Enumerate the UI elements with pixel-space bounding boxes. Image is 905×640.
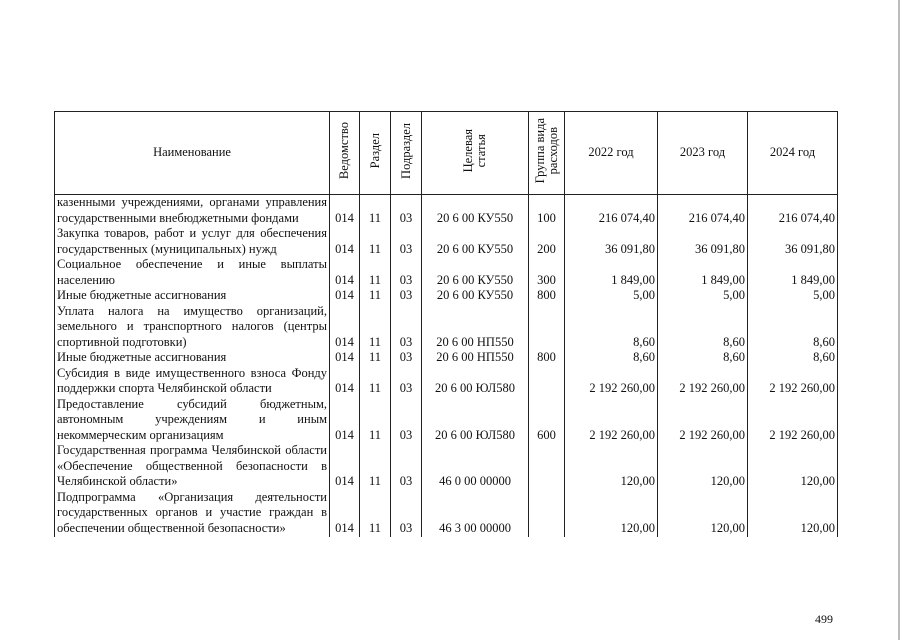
cell-2024: 216 074,40 (748, 195, 838, 227)
cell-2024: 8,60 (748, 350, 838, 366)
page-edge (898, 0, 900, 640)
cell-name: Закупка товаров, работ и услуг для обеспечения государственных (муниципальных) нужд (55, 226, 330, 257)
cell-expense-group: 600 (529, 397, 565, 444)
cell-target-article: 46 0 00 00000 (422, 443, 529, 490)
cell-section: 11 (360, 257, 391, 288)
cell-target-article: 20 6 00 КУ550 (422, 226, 529, 257)
cell-name: Субсидия в виде имущественного взноса Фонду поддержки спорта Челябинской области (55, 366, 330, 397)
cell-subsection: 03 (391, 350, 422, 366)
cell-section: 11 (360, 366, 391, 397)
cell-name: казенными учреждениями, органами управления государственными внебюджетными фондами (55, 195, 330, 227)
cell-2023: 8,60 (658, 304, 748, 351)
header-department: Ведомство (330, 112, 360, 195)
table-row (55, 490, 838, 538)
cell-name: Уплата налога на имущество организаций, земельного и транспортного налогов (центры спортивной подготовки) (55, 304, 330, 351)
cell-2023: 36 091,80 (658, 226, 748, 257)
cell-subsection: 03 (391, 443, 422, 490)
cell-name: Подпрограмма «Организация деятельности государственных органов и участие граждан в обеспечении общественной безопасности» (55, 490, 330, 538)
table-row (55, 443, 838, 490)
cell-2022: 8,60 (565, 304, 658, 351)
cell-department: 014 (330, 257, 360, 288)
cell-name: Социальное обеспечение и иные выплаты населению (55, 257, 330, 288)
cell-department: 014 (330, 288, 360, 304)
cell-department: 014 (330, 443, 360, 490)
header-expense-group: Группа вида расходов (529, 112, 565, 195)
table-row (55, 366, 838, 397)
table-body (55, 195, 838, 538)
cell-2024: 2 192 260,00 (748, 366, 838, 397)
cell-2024: 36 091,80 (748, 226, 838, 257)
cell-department: 014 (330, 350, 360, 366)
cell-section: 11 (360, 195, 391, 227)
cell-2024: 1 849,00 (748, 257, 838, 288)
cell-section: 11 (360, 397, 391, 444)
cell-target-article: 20 6 00 КУ550 (422, 288, 529, 304)
cell-department: 014 (330, 397, 360, 444)
cell-subsection: 03 (391, 366, 422, 397)
cell-2023: 1 849,00 (658, 257, 748, 288)
table-row (55, 288, 838, 304)
cell-target-article: 20 6 00 ЮЛ580 (422, 397, 529, 444)
cell-2023: 5,00 (658, 288, 748, 304)
cell-department: 014 (330, 195, 360, 227)
cell-expense-group: 300 (529, 257, 565, 288)
cell-subsection: 03 (391, 257, 422, 288)
header-subsection: Подраздел (391, 112, 422, 195)
table-row (55, 226, 838, 257)
cell-target-article: 20 6 00 ЮЛ580 (422, 366, 529, 397)
cell-target-article: 20 6 00 КУ550 (422, 257, 529, 288)
cell-2023: 2 192 260,00 (658, 366, 748, 397)
cell-department: 014 (330, 304, 360, 351)
cell-name: Иные бюджетные ассигнования (55, 288, 330, 304)
table-row (55, 304, 838, 351)
header-row (55, 112, 838, 195)
cell-section: 11 (360, 350, 391, 366)
page-number: 499 (815, 612, 833, 626)
cell-name: Государственная программа Челябинской области «Обеспечение общественной безопасности в Челябинской области» (55, 443, 330, 490)
cell-2022: 5,00 (565, 288, 658, 304)
cell-department: 014 (330, 366, 360, 397)
cell-2022: 36 091,80 (565, 226, 658, 257)
cell-section: 11 (360, 288, 391, 304)
cell-expense-group: 800 (529, 350, 565, 366)
header-section: Раздел (360, 112, 391, 195)
header-target-article: Целевая статья (422, 112, 529, 195)
cell-department: 014 (330, 226, 360, 257)
cell-2023: 2 192 260,00 (658, 397, 748, 444)
cell-2022: 2 192 260,00 (565, 366, 658, 397)
cell-subsection: 03 (391, 288, 422, 304)
cell-subsection: 03 (391, 195, 422, 227)
header-year-2022: 2022 год (565, 112, 658, 195)
cell-2024: 5,00 (748, 288, 838, 304)
cell-2022: 216 074,40 (565, 195, 658, 227)
table-row (55, 257, 838, 288)
cell-2024: 120,00 (748, 443, 838, 490)
cell-2022: 8,60 (565, 350, 658, 366)
table-row (55, 397, 838, 444)
budget-table (54, 111, 838, 537)
table-row (55, 350, 838, 366)
cell-name: Предоставление субсидий бюджетным, автономным учреждениям и иным некоммерческим организациям (55, 397, 330, 444)
cell-section: 11 (360, 443, 391, 490)
cell-target-article: 20 6 00 НП550 (422, 304, 529, 351)
cell-expense-group (529, 443, 565, 490)
cell-expense-group (529, 304, 565, 351)
cell-subsection: 03 (391, 397, 422, 444)
cell-target-article: 20 6 00 КУ550 (422, 195, 529, 227)
cell-target-article: 46 3 00 00000 (422, 490, 529, 538)
cell-2024: 2 192 260,00 (748, 397, 838, 444)
cell-department: 014 (330, 490, 360, 538)
cell-section: 11 (360, 490, 391, 538)
table-row (55, 195, 838, 227)
cell-subsection: 03 (391, 226, 422, 257)
cell-expense-group: 100 (529, 195, 565, 227)
header-year-2024: 2024 год (748, 112, 838, 195)
cell-2022: 2 192 260,00 (565, 397, 658, 444)
cell-expense-group: 200 (529, 226, 565, 257)
cell-name: Иные бюджетные ассигнования (55, 350, 330, 366)
header-name: Наименование (55, 112, 330, 195)
cell-2023: 216 074,40 (658, 195, 748, 227)
header-year-2023: 2023 год (658, 112, 748, 195)
cell-2023: 120,00 (658, 490, 748, 538)
cell-section: 11 (360, 226, 391, 257)
cell-subsection: 03 (391, 490, 422, 538)
cell-section: 11 (360, 304, 391, 351)
cell-2022: 120,00 (565, 490, 658, 538)
cell-2024: 120,00 (748, 490, 838, 538)
cell-subsection: 03 (391, 304, 422, 351)
cell-expense-group: 800 (529, 288, 565, 304)
cell-2024: 8,60 (748, 304, 838, 351)
cell-target-article: 20 6 00 НП550 (422, 350, 529, 366)
cell-2023: 8,60 (658, 350, 748, 366)
cell-2022: 120,00 (565, 443, 658, 490)
cell-2023: 120,00 (658, 443, 748, 490)
cell-expense-group (529, 366, 565, 397)
cell-expense-group (529, 490, 565, 538)
cell-2022: 1 849,00 (565, 257, 658, 288)
